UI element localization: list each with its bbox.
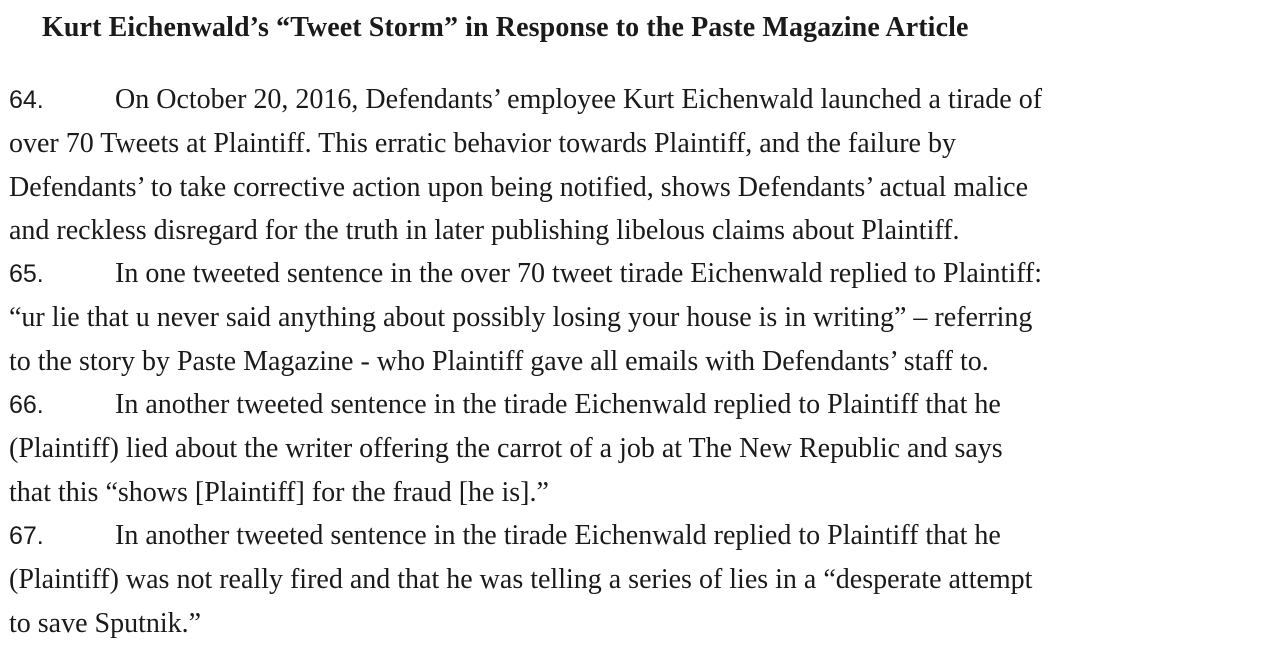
paragraph-66 (9, 383, 1271, 514)
paragraph-text: In another tweeted sentence in the tirade Eichenwald replied to Plaintiff that he (115, 519, 1001, 551)
paragraph-number: 66. (9, 391, 44, 420)
paragraph-line (9, 252, 1271, 296)
paragraph-line: that this “shows [Plaintiff] for the fraud [he is].” (9, 476, 549, 508)
paragraph-67 (9, 514, 1271, 645)
paragraph-line: (Plaintiff) lied about the writer offering the carrot of a job at The New Republic and says (9, 433, 1003, 465)
paragraph-text: In one tweeted sentence in the over 70 tweet tirade Eichenwald replied to Plaintiff: (115, 258, 1043, 290)
paragraph-line: over 70 Tweets at Plaintiff. This erratic behavior towards Plaintiff, and the failure by (9, 128, 956, 160)
paragraph-line: “ur lie that u never said anything about possibly losing your house is in writing” – referring (9, 302, 1033, 334)
paragraph-line (9, 78, 1271, 122)
paragraph-number: 65. (9, 260, 44, 289)
paragraph-number: 64. (9, 86, 44, 114)
section-heading: Kurt Eichenwald’s “Tweet Storm” in Response to the Paste Magazine Article (42, 12, 969, 43)
paragraph-line: (Plaintiff) was not really fired and that he was telling a series of lies in a “desperate attempt (9, 564, 1033, 596)
paragraph-list (9, 78, 1271, 645)
paragraph-line: to the story by Paste Magazine - who Plaintiff gave all emails with Defendants’ staff to. (9, 345, 989, 377)
paragraph-text: In another tweeted sentence in the tirade Eichenwald replied to Plaintiff that he (115, 389, 1001, 421)
paragraph-64 (9, 78, 1271, 252)
paragraph-line: Defendants’ to take corrective action upon being notified, shows Defendants’ actual malice (9, 171, 1029, 203)
paragraph-text: On October 20, 2016, Defendants’ employee Kurt Eichenwald launched a tirade of (115, 84, 1043, 115)
paragraph-number: 67. (9, 521, 44, 550)
paragraph-65 (9, 252, 1271, 383)
paragraph-line: to save Sputnik.” (9, 607, 202, 639)
paragraph-line: and reckless disregard for the truth in later publishing libelous claims about Plaintiff. (9, 214, 960, 246)
paragraph-line (9, 383, 1271, 427)
paragraph-line (9, 514, 1271, 558)
